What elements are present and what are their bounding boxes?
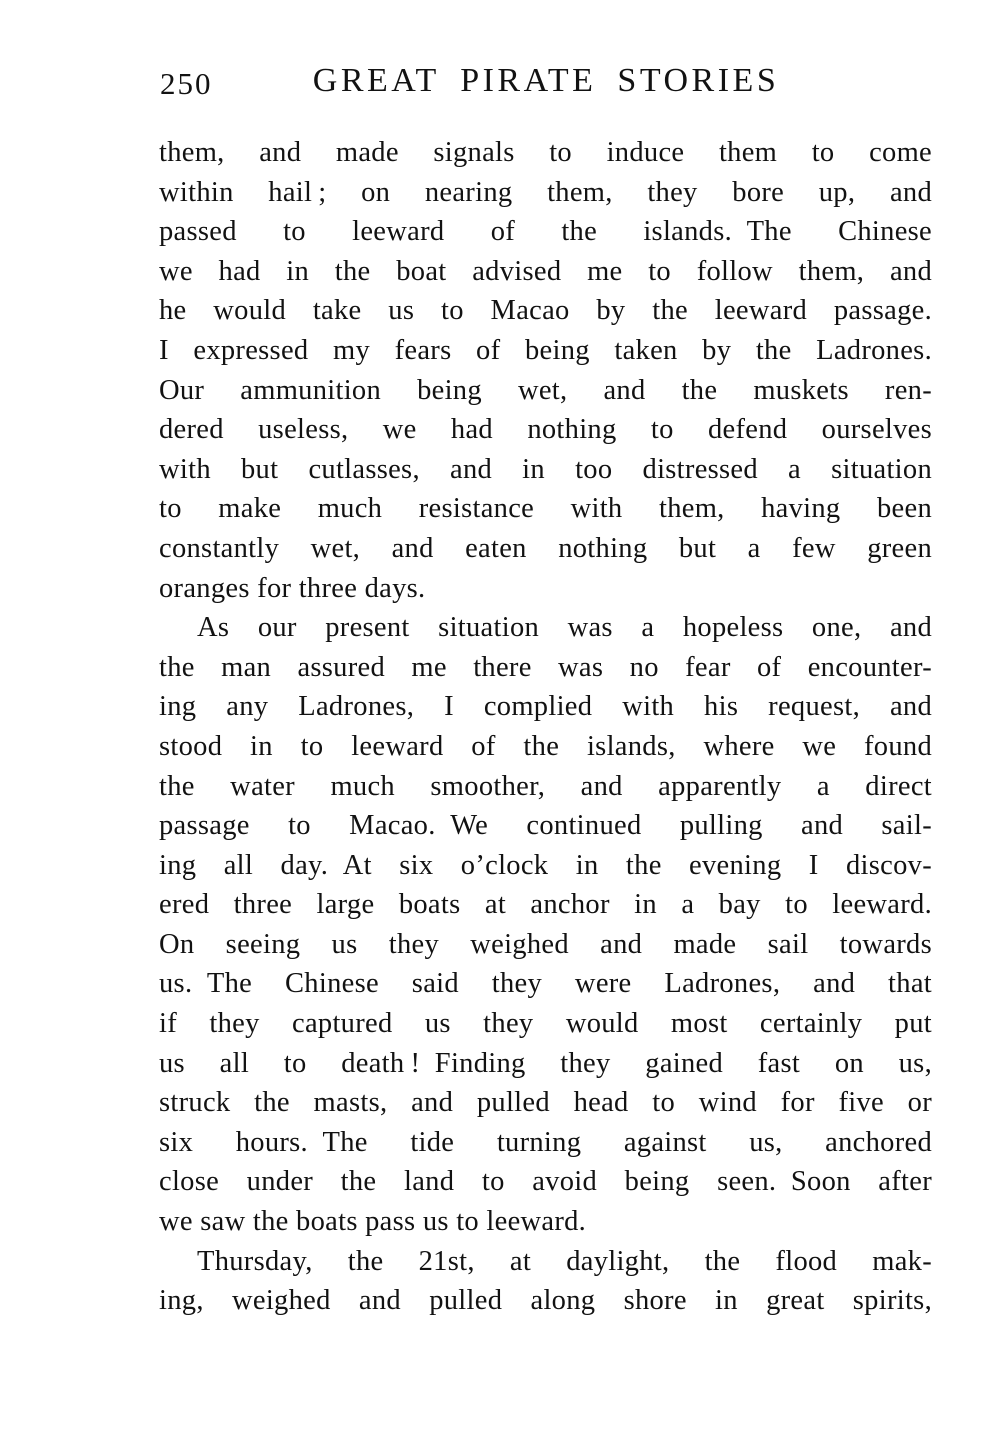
text-line: passage to Macao. We continued pulling and sail- (159, 810, 932, 842)
page-header (160, 62, 932, 106)
text-line: if they captured us they would most certainly put (159, 1008, 932, 1040)
text-line: Thursday, the 21st, at daylight, the flood mak- (197, 1245, 932, 1277)
text-line: the man assured me there was no fear of encounter- (159, 651, 932, 683)
text-line: to make much resistance with them, having been (159, 493, 932, 525)
text-line: close under the land to avoid being seen. Soon after (159, 1166, 932, 1198)
text-line: he would take us to Macao by the leeward passage. (159, 295, 932, 327)
running-title: GREAT PIRATE STORIES (312, 62, 780, 99)
text-line: stood in to leeward of the islands, where we found (159, 730, 932, 762)
text-line: we had in the boat advised me to follow them, and (159, 255, 932, 287)
text-line: constantly wet, and eaten nothing but a few green (159, 532, 932, 564)
text-line: with but cutlasses, and in too distressed a situation (159, 453, 932, 485)
text-line: us all to death ! Finding they gained fast on us, (159, 1047, 932, 1079)
text-line: the water much smoother, and apparently a direct (159, 770, 932, 802)
text-line: ing all day. At six o’clock in the evening I discov- (159, 849, 932, 881)
text-line: struck the masts, and pulled head to wind for five or (159, 1087, 932, 1119)
text-line: ing, weighed and pulled along shore in great spirits, (159, 1285, 932, 1317)
text-line: oranges for three days. (159, 572, 426, 604)
text-line: ing any Ladrones, I complied with his request, and (159, 691, 932, 723)
text-line: I expressed my fears of being taken by the Ladrones. (159, 334, 932, 366)
text-line: six hours. The tide turning against us, anchored (159, 1126, 932, 1158)
text-line: us. The Chinese said they were Ladrones, and that (159, 968, 932, 1000)
text-line: passed to leeward of the islands. The Chinese (159, 216, 932, 248)
page-text (159, 133, 932, 1321)
page-number: 250 (160, 66, 213, 101)
text-line: ered three large boats at anchor in a bay to leeward. (159, 889, 932, 921)
text-line: them, and made signals to induce them to come (159, 137, 932, 168)
text-line: As our present situation was a hopeless one, and (197, 612, 932, 644)
text-line: we saw the boats pass us to leeward. (159, 1206, 587, 1238)
text-line: Our ammunition being wet, and the muskets ren- (159, 374, 932, 406)
text-line: within hail ; on nearing them, they bore up, and (159, 176, 932, 208)
text-line: dered useless, we had nothing to defend ourselves (159, 414, 932, 446)
text-line: On seeing us they weighed and made sail towards (159, 928, 932, 960)
